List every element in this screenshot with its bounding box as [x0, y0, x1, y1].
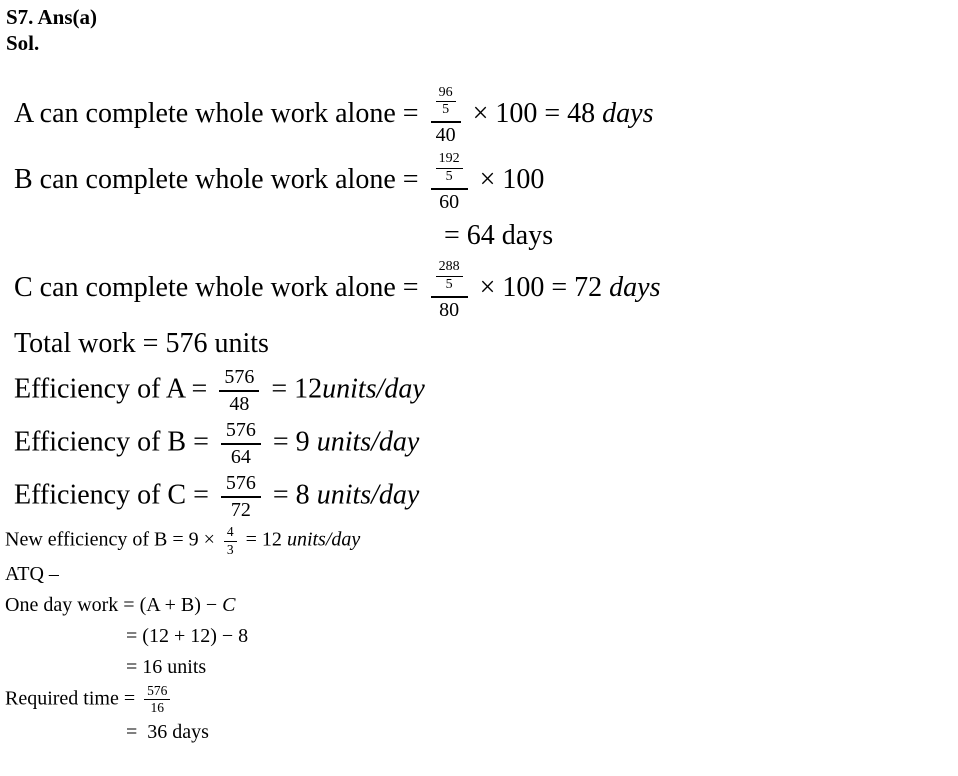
italic-text-run: units/day: [316, 426, 420, 458]
text-run: × 100 = 72: [472, 272, 610, 304]
one-day-work-result-line: [126, 652, 958, 682]
total-work-line: [14, 324, 958, 365]
fraction-denominator: 40: [435, 124, 456, 147]
text-run: × 100: [472, 164, 545, 196]
a-whole-work-line: [14, 83, 958, 149]
text-run: A can complete whole work alone =: [14, 97, 426, 129]
fraction-numerator: 576: [219, 365, 259, 392]
text-run: Efficiency of C =: [14, 479, 216, 511]
one-day-work-line: [5, 590, 958, 620]
italic-text-run: days: [609, 272, 661, 304]
fraction-denominator: 48: [229, 393, 250, 416]
text-run: = 16 units: [126, 655, 207, 678]
fraction: [221, 471, 261, 523]
fraction-numerator: 576: [221, 418, 261, 445]
answer-line: S7. Ans(a): [6, 5, 98, 29]
text-run: C can complete whole work alone =: [14, 272, 426, 304]
italic-text-run: units/day: [316, 479, 420, 511]
text-run: ATQ –: [5, 562, 59, 585]
fraction-denominator: 72: [230, 499, 251, 522]
efficiency-b-line: [14, 418, 958, 470]
nested-fraction: [431, 83, 461, 149]
italic-text-run: units/day: [286, 528, 361, 551]
efficiency-a-line: [14, 365, 958, 417]
text-run: Required time =: [5, 687, 141, 710]
one-day-work-step-line: [126, 621, 958, 651]
b-whole-work-result-line: [444, 216, 958, 257]
b-whole-work-line: [14, 149, 958, 215]
nested-fraction-numerator: [431, 149, 468, 190]
new-efficiency-b-line: [5, 524, 958, 557]
solution-body: [0, 83, 958, 748]
required-time-line: [5, 683, 958, 716]
text-run: New efficiency of B = 9 ×: [5, 528, 220, 551]
fraction: [221, 418, 261, 470]
fraction-denominator: 64: [230, 446, 251, 469]
text-run: Efficiency of B =: [14, 426, 216, 458]
inner-fraction: [436, 83, 456, 122]
text-run: B can complete whole work alone =: [14, 164, 426, 196]
nested-fraction-numerator: [431, 83, 461, 124]
fraction-denominator: 5: [445, 277, 453, 293]
required-time-result-line: [126, 717, 958, 747]
atq-line: [5, 559, 958, 589]
fraction-numerator: 576: [221, 471, 261, 498]
fraction-numerator: 4: [224, 524, 237, 541]
text-run: = 12: [240, 528, 287, 551]
fraction-denominator: 3: [226, 541, 234, 557]
fraction: [219, 365, 259, 417]
italic-text-run: C: [222, 593, 236, 616]
text-run: = 36 days: [126, 721, 209, 744]
text-run: Efficiency of A =: [14, 373, 215, 405]
fraction: [224, 524, 237, 557]
nested-fraction: [431, 149, 468, 215]
text-run: Total work = 576 units: [14, 327, 269, 359]
fraction-denominator: 5: [445, 168, 453, 184]
fraction-denominator: 16: [150, 700, 165, 716]
text-run: = 9: [265, 426, 317, 458]
italic-text-run: units/day: [322, 373, 425, 405]
italic-text-run: days: [602, 97, 654, 129]
nested-fraction-numerator: [431, 257, 468, 298]
text-run: = 8: [265, 479, 317, 511]
answer-header: [0, 0, 958, 57]
nested-fraction: [431, 257, 468, 323]
text-run: = (12 + 12) − 8: [126, 624, 249, 647]
fraction-denominator: 80: [439, 298, 460, 321]
text-run: × 100 = 48: [465, 97, 603, 129]
fraction-numerator: 576: [144, 683, 170, 700]
c-whole-work-line: [14, 257, 958, 323]
fraction-numerator: 288: [436, 259, 463, 277]
fraction-denominator: 60: [439, 190, 460, 213]
inner-fraction: [436, 149, 463, 188]
text-run: = 12: [264, 373, 323, 405]
fraction-denominator: 5: [442, 102, 450, 118]
fraction-numerator: 96: [436, 85, 456, 103]
text-run: = 64 days: [444, 219, 554, 251]
fraction-numerator: 192: [436, 151, 463, 169]
efficiency-c-line: [14, 471, 958, 523]
fraction: [144, 683, 170, 716]
inner-fraction: [436, 257, 463, 296]
text-run: One day work = (A + B) −: [5, 593, 223, 616]
sol-label: Sol.: [6, 31, 40, 56]
